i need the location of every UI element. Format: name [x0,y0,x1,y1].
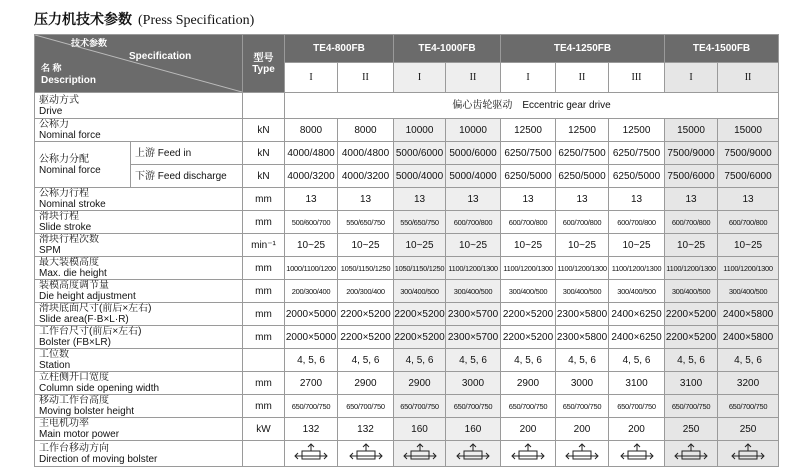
value-cell: 8000 [338,119,394,142]
value-cell: 300/400/500 [501,280,556,303]
value-cell: 4, 5, 6 [609,349,665,372]
param-cn: 立柱侧开口宽度 [39,372,109,383]
value-cell: 7500/9000 [718,142,779,165]
param-name [35,418,243,441]
spec-row [35,188,779,211]
value-cell: 300/400/500 [665,280,718,303]
value-cell: 10~25 [338,234,394,257]
spec-row [35,372,779,395]
title-en: (Press Specification) [138,13,255,28]
value-cell: 600/700/800 [609,211,665,234]
value-cell: 2400×6250 [609,326,665,349]
header-type [243,35,285,93]
value-cell: 2700 [285,372,338,395]
value-cell: 2300×5800 [556,326,609,349]
value-cell: 10~25 [394,234,446,257]
value-cell: 5000/6000 [446,142,501,165]
header-variant: I [285,63,338,93]
unit-cell: mm [243,372,285,395]
title-cn: 压力机技术参数 [34,12,132,28]
value-cell: 3100 [665,372,718,395]
value-cell: 2400×6250 [609,303,665,326]
value-cell: 300/400/500 [446,280,501,303]
direction-cell [556,441,609,467]
unit-cell: min⁻¹ [243,234,285,257]
value-cell: 6250/5000 [501,165,556,188]
value-cell: 2200×5200 [338,326,394,349]
unit-cell: kN [243,165,285,188]
value-cell: 600/700/800 [446,211,501,234]
value-cell: 12500 [501,119,556,142]
value-cell: 160 [446,418,501,441]
spec-row [35,257,779,280]
value-cell: 2200×5200 [394,303,446,326]
param-en: Slide stroke [39,222,92,233]
value-cell: 200/300/400 [285,280,338,303]
param-name [35,326,243,349]
type-label-cn: 型号 [253,52,274,64]
value-cell: 650/700/750 [338,395,394,418]
param-name [35,372,243,395]
value-cell: 13 [556,188,609,211]
value-cell: 2200×5200 [501,303,556,326]
unit-cell: mm [243,326,285,349]
param-cn: 移动工作台高度 [39,395,109,406]
value-cell: 2900 [394,372,446,395]
param-cn: 驱动方式 [39,94,79,106]
unit-cell: mm [243,188,285,211]
direction-cell [285,441,338,467]
unit-cell: mm [243,280,285,303]
value-cell: 4, 5, 6 [665,349,718,372]
value-cell: 4000/3200 [285,165,338,188]
param-direction [35,441,243,467]
value-cell: 1000/1100/1200 [285,257,338,280]
param-cn: 滑块行程次数 [39,234,99,245]
description-label-cn: 名 称 [41,63,62,73]
value-cell: 4, 5, 6 [718,349,779,372]
value-cell: 13 [394,188,446,211]
param-en: Station [39,360,71,371]
value-cell: 2200×5200 [338,303,394,326]
spec-row [35,211,779,234]
unit-cell [243,93,285,119]
value-cell: 2400×5800 [718,326,779,349]
value-cell: 2300×5700 [446,326,501,349]
value-cell: 13 [609,188,665,211]
value-cell: 300/400/500 [718,280,779,303]
param-cn: 装模高度调节量 [39,280,109,291]
unit-cell: mm [243,395,285,418]
value-cell: 4, 5, 6 [446,349,501,372]
page-title [34,8,254,30]
value-cell: 132 [338,418,394,441]
value-cell: 4000/4800 [285,142,338,165]
header-model: TE4-1000FB [394,35,501,63]
direction-cell [446,441,501,467]
value-cell: 550/650/750 [394,211,446,234]
param-cn: 公称力分配 [39,153,89,165]
param-en: Moving bolster height [39,406,135,417]
value-cell: 13 [501,188,556,211]
value-cell: 160 [394,418,446,441]
value-cell: 2200×5200 [501,326,556,349]
param-cn: 工作台尺寸(前后×左右) [39,326,142,337]
drive-value: 偏心齿轮驱动 Eccentric gear drive [285,93,779,119]
bolster-direction-icon [348,443,384,464]
value-cell: 1100/1200/1300 [446,257,501,280]
param-sub: 下游 Feed discharge [131,165,243,188]
param-en: Bolster (FB×LR) [39,337,111,348]
value-cell: 10~25 [556,234,609,257]
param-cn: 工作台移动方向 [39,442,109,454]
value-cell: 6250/5000 [609,165,665,188]
value-cell: 10~25 [665,234,718,257]
value-cell: 2200×5200 [394,326,446,349]
unit-cell: kN [243,119,285,142]
param-en: SPM [39,245,61,256]
param-name [35,395,243,418]
param-cn: 公称力 [39,119,69,130]
header-model: TE4-800FB [285,35,394,63]
param-en: Drive [39,105,63,117]
value-cell: 6250/7500 [501,142,556,165]
header-variant: III [609,63,665,93]
value-cell: 650/700/750 [718,395,779,418]
value-cell: 4000/4800 [338,142,394,165]
value-cell: 1100/1200/1300 [665,257,718,280]
value-cell: 250 [718,418,779,441]
param-en: Nominal stroke [39,199,106,210]
param-cn: 主电机功率 [39,418,89,429]
spec-row [35,395,779,418]
bolster-direction-icon [402,443,438,464]
value-cell: 13 [718,188,779,211]
unit-cell: kN [243,142,285,165]
param-name [35,349,243,372]
value-cell: 200 [609,418,665,441]
param-en: Column side opening width [39,383,160,394]
value-cell: 600/700/800 [556,211,609,234]
value-cell: 4, 5, 6 [338,349,394,372]
value-cell: 4, 5, 6 [285,349,338,372]
value-cell: 12500 [556,119,609,142]
value-cell: 200/300/400 [338,280,394,303]
value-cell: 300/400/500 [394,280,446,303]
header-model: TE4-1500FB [665,35,779,63]
param-cn: 工位数 [39,349,69,360]
bolster-direction-icon [564,443,600,464]
header-variant: II [556,63,609,93]
header-model: TE4-1250FB [501,35,665,63]
value-cell: 650/700/750 [665,395,718,418]
direction-cell [394,441,446,467]
value-cell: 650/700/750 [394,395,446,418]
unit-cell: mm [243,211,285,234]
value-cell: 10~25 [501,234,556,257]
header-variant: II [718,63,779,93]
value-cell: 4000/3200 [338,165,394,188]
value-cell: 300/400/500 [556,280,609,303]
param-cn: 滑块底面尺寸(前后×左右) [39,303,152,314]
value-cell: 3000 [446,372,501,395]
bolster-direction-icon [730,443,766,464]
value-cell: 650/700/750 [609,395,665,418]
value-cell: 5000/4000 [446,165,501,188]
param-name [35,142,131,188]
header-variant: I [665,63,718,93]
value-cell: 500/600/700 [285,211,338,234]
value-cell: 600/700/800 [501,211,556,234]
spec-label-en: Specification [129,51,192,62]
value-cell: 13 [338,188,394,211]
header-variant: II [446,63,501,93]
bolster-direction-icon [455,443,491,464]
value-cell: 2200×5200 [665,326,718,349]
direction-cell [665,441,718,467]
bolster-direction-icon [293,443,329,464]
value-cell: 4, 5, 6 [394,349,446,372]
value-cell: 13 [446,188,501,211]
value-cell: 2900 [338,372,394,395]
value-cell: 1100/1200/1300 [501,257,556,280]
value-cell: 10~25 [609,234,665,257]
value-cell: 12500 [609,119,665,142]
spec-label-cn: 技术参数 [71,38,108,48]
spec-table [34,34,779,467]
param-en: Main motor power [39,429,120,440]
spec-row [35,119,779,142]
value-cell: 600/700/800 [718,211,779,234]
value-cell: 650/700/750 [446,395,501,418]
param-en: Max. die height [39,268,107,279]
param-cn: 滑块行程 [39,211,79,222]
spec-row [35,326,779,349]
param-name [35,280,243,303]
value-cell: 15000 [718,119,779,142]
header-variant: I [394,63,446,93]
spec-row [35,349,779,372]
value-cell: 3200 [718,372,779,395]
spec-row [35,142,779,165]
value-cell: 3000 [556,372,609,395]
param-cn: 公称力行程 [39,188,89,199]
value-cell: 2900 [501,372,556,395]
param-name [35,119,243,142]
row-drive [35,93,779,119]
value-cell: 2200×5200 [665,303,718,326]
row-direction [35,441,779,467]
value-cell: 6250/7500 [556,142,609,165]
value-cell: 1050/1150/1250 [338,257,394,280]
param-en: Nominal force [39,130,101,141]
value-cell: 132 [285,418,338,441]
param-en: Slide area(F·B×L·R) [39,314,129,325]
value-cell: 1100/1200/1300 [556,257,609,280]
param-en: Direction of moving bolster [39,453,158,465]
direction-cell [609,441,665,467]
value-cell: 200 [556,418,609,441]
direction-cell [338,441,394,467]
description-label-en: Description [41,75,97,86]
value-cell: 4, 5, 6 [501,349,556,372]
param-en: Die height adjustment [39,291,136,302]
param-name [35,234,243,257]
param-name [35,211,243,234]
bolster-direction-icon [510,443,546,464]
header-variant: II [338,63,394,93]
unit-cell: kW [243,418,285,441]
value-cell: 2000×5000 [285,303,338,326]
value-cell: 5000/6000 [394,142,446,165]
value-cell: 10~25 [446,234,501,257]
param-drive [35,93,243,119]
direction-cell [718,441,779,467]
value-cell: 650/700/750 [285,395,338,418]
param-name [35,303,243,326]
value-cell: 13 [285,188,338,211]
value-cell: 250 [665,418,718,441]
spec-row [35,165,779,188]
value-cell: 2300×5700 [446,303,501,326]
value-cell: 600/700/800 [665,211,718,234]
direction-cell [501,441,556,467]
value-cell: 2000×5000 [285,326,338,349]
value-cell: 2300×5800 [556,303,609,326]
unit-cell [243,441,285,467]
value-cell: 200 [501,418,556,441]
value-cell: 2400×5800 [718,303,779,326]
spec-row [35,303,779,326]
value-cell: 7500/6000 [665,165,718,188]
value-cell: 550/650/750 [338,211,394,234]
value-cell: 13 [665,188,718,211]
value-cell: 7500/9000 [665,142,718,165]
value-cell: 650/700/750 [556,395,609,418]
value-cell: 10~25 [718,234,779,257]
value-cell: 10000 [446,119,501,142]
value-cell: 8000 [285,119,338,142]
value-cell: 300/400/500 [609,280,665,303]
bolster-direction-icon [673,443,709,464]
value-cell: 6250/7500 [609,142,665,165]
value-cell: 1050/1150/1250 [394,257,446,280]
value-cell: 4, 5, 6 [556,349,609,372]
value-cell: 10000 [394,119,446,142]
value-cell: 650/700/750 [501,395,556,418]
value-cell: 1100/1200/1300 [718,257,779,280]
header-spec-description [35,35,243,93]
param-sub: 上游 Feed in [131,142,243,165]
param-en: Nominal force [39,164,101,176]
value-cell: 10~25 [285,234,338,257]
param-cn: 最大装模高度 [39,257,99,268]
unit-cell: mm [243,303,285,326]
header-variant: I [501,63,556,93]
type-label-en: Type [252,63,275,75]
value-cell: 5000/4000 [394,165,446,188]
param-name [35,257,243,280]
spec-row [35,234,779,257]
spec-row [35,418,779,441]
unit-cell [243,349,285,372]
header-row-models [35,35,779,63]
value-cell: 3100 [609,372,665,395]
value-cell: 1100/1200/1300 [609,257,665,280]
param-name [35,188,243,211]
bolster-direction-icon [619,443,655,464]
value-cell: 7500/6000 [718,165,779,188]
spec-row [35,280,779,303]
value-cell: 15000 [665,119,718,142]
unit-cell: mm [243,257,285,280]
value-cell: 6250/5000 [556,165,609,188]
